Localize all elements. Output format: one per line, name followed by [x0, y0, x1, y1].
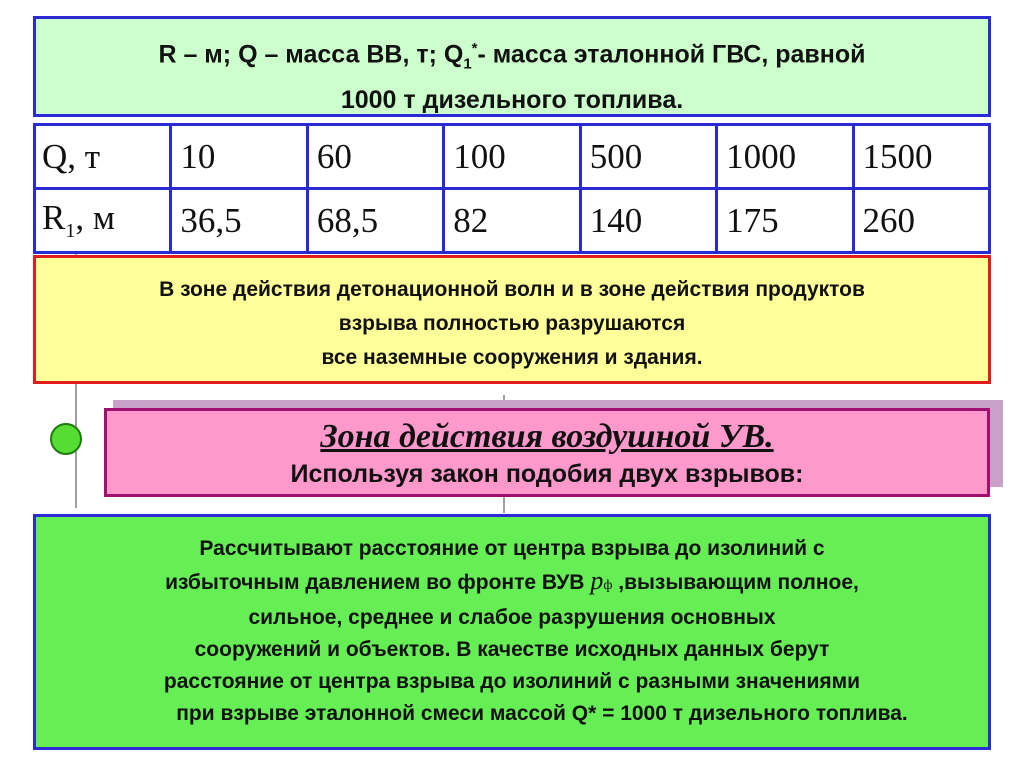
- table-header-q: Q, т: [35, 125, 171, 189]
- table-cell: 68,5: [307, 189, 443, 253]
- air-wave-box: [104, 408, 990, 497]
- destruction-line-2: взрыва полностью разрушаются: [338, 312, 686, 335]
- table-cell: 100: [444, 125, 580, 189]
- destruction-zone-box: [33, 255, 991, 384]
- table-cell: 60: [307, 125, 443, 189]
- table-cell: 260: [853, 189, 989, 253]
- table-cell: 36,5: [171, 189, 307, 253]
- q-superscript: *: [471, 40, 478, 57]
- method-line-5: расстояние от центра взрыва до изолиний с разными значениями: [163, 670, 861, 693]
- table-cell: 140: [580, 189, 716, 253]
- method-box: [33, 514, 991, 750]
- method-line-6: при взрыве эталонной смеси массой Q* = 1000 т дизельного топлива.: [176, 702, 908, 725]
- method-line-4: сооружений и объектов. В качестве исходных данных берут: [194, 638, 830, 661]
- definition-line-1: [36, 31, 988, 82]
- definition-text: R – м; Q – масса ВВ, т; Q: [158, 40, 464, 69]
- table-row-r: [35, 189, 990, 253]
- table-cell: 500: [580, 125, 716, 189]
- method-line-3: сильное, среднее и слабое разрушения основных: [248, 606, 776, 629]
- mass-radius-table: [33, 123, 991, 254]
- air-wave-subtitle: Используя закон подобия двух взрывов:: [290, 460, 804, 488]
- table-cell: 175: [717, 189, 853, 253]
- air-wave-title: Зона действия воздушной УВ.: [320, 418, 774, 455]
- destruction-line-1: В зоне действия детонационной волн и в зоне действия продуктов: [159, 278, 865, 301]
- table-cell: 1000: [717, 125, 853, 189]
- table-row-q: [35, 125, 990, 189]
- table-cell: 82: [444, 189, 580, 253]
- q-subscript: 1: [463, 55, 472, 73]
- definition-text-cont: - масса эталонной ГВС, равной: [477, 40, 866, 69]
- table-cell: 1500: [853, 125, 989, 189]
- method-line-1: Рассчитывают расстояние от центра взрыва до изолиний с: [199, 537, 825, 560]
- table-header-r: $R_1$, м: [35, 189, 171, 253]
- definition-line-2: 1000 т дизельного топлива.: [340, 86, 684, 115]
- pressure-symbol-sub: ф: [603, 578, 613, 593]
- destruction-line-3: все наземные сооружения и здания.: [321, 346, 703, 369]
- pressure-symbol: p: [590, 566, 604, 595]
- green-circle-bullet-icon: [50, 423, 82, 455]
- table-cell: 10: [171, 125, 307, 189]
- definition-box: [33, 16, 991, 117]
- method-line-2: избыточным давлением во фронте ВУВ pф ,вызывающим полное,: [165, 566, 859, 595]
